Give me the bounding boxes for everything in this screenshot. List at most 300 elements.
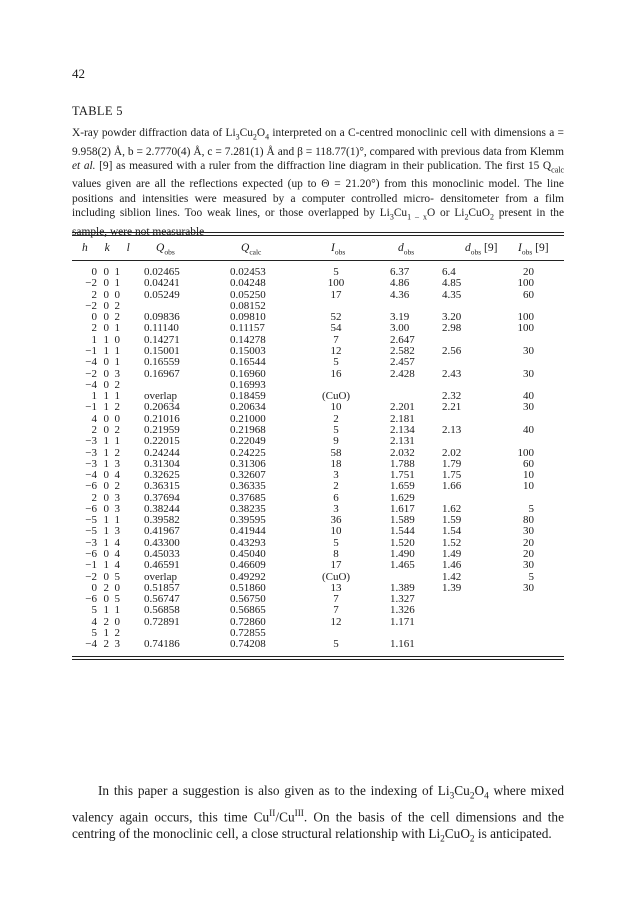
q-calc-cell: 0.51860: [230, 581, 266, 594]
table-row: [72, 335, 534, 346]
i-obs-cell: 54: [330, 322, 342, 335]
table-caption: X-ray powder diffraction data of $Li_3Cu_2O_4$ interpreted on a C-centred monoclinic cell with dimensions a = 9.958(2) Å, b = 2.7770(4) Å, c = 7.281(1) Å and β = 118.77(1)°, compared with previous data from Klemm et al. [9] as measured with a ruler from the diffraction line diagram in their publication. The first 15 $Q_{calc}$ values given are all the reflections expected (up to Θ = 21.20°) from this monoclinic model. The line positions and intensities were measured by a computer controlled micro- densitometer from a film including siblion lines. Too weak lines, or those overlapped by $Li_3Cu_{1 - x}O$ or $Li_2CuO_2$ present in the sample, were not measurable: [72, 127, 565, 238]
h-index: −6: [85, 480, 97, 493]
l-index: 1: [114, 514, 120, 527]
d-obs-cell: 4.86: [390, 277, 410, 290]
table-row: [72, 605, 534, 616]
page-number: 42: [72, 66, 85, 81]
h-index: 2: [91, 288, 97, 301]
l-index: 3: [114, 457, 120, 470]
q-calc-cell: 0.14278: [230, 333, 266, 346]
i-obs-ref-cell: 20: [523, 266, 534, 278]
q-obs-cell: 0.24244: [144, 446, 180, 459]
table-row: [72, 515, 534, 526]
k-index: 0: [103, 378, 109, 391]
q-obs-cell: 0.16559: [144, 356, 180, 369]
h-index: 0: [91, 311, 97, 324]
h-index: 5: [91, 627, 97, 639]
i-obs-cell: 6: [333, 491, 339, 504]
h-index: −3: [85, 457, 97, 470]
q-obs-cell: 0.15001: [144, 344, 180, 357]
i-obs-cell: 7: [333, 604, 339, 617]
q-calc-cell: 0.16993: [230, 378, 266, 391]
h-index: −5: [85, 514, 97, 527]
d-obs-cell: 1.389: [390, 581, 415, 594]
d-obs-cell: 1.171: [390, 615, 415, 628]
h-index: −1: [85, 344, 97, 357]
d-obs-ref-cell: 2.13: [442, 423, 462, 436]
k-index: 0: [103, 356, 109, 369]
k-index: 0: [103, 299, 109, 312]
table-body: [72, 267, 534, 651]
header-q-calc: $Q_{calc}$: [241, 242, 262, 257]
d-obs-cell: 2.428: [390, 367, 415, 380]
h-index: 4: [91, 615, 97, 628]
l-index: 4: [114, 536, 120, 549]
i-obs-ref-cell: [492, 605, 534, 616]
d-obs-cell: 2.032: [390, 446, 415, 459]
h-index: −2: [85, 299, 97, 312]
i-obs-ref-cell: 20: [523, 536, 534, 549]
k-index: 0: [103, 423, 109, 436]
q-obs-cell: overlap: [144, 390, 177, 403]
h-index: 0: [91, 581, 97, 594]
d-obs-ref-cell: 1.62: [442, 502, 462, 515]
l-index: 2: [114, 378, 120, 391]
k-index: 0: [103, 570, 109, 583]
l-index: 1: [114, 390, 120, 403]
header-i-obs: $I_{obs}$: [331, 242, 346, 257]
i-obs-ref-cell: 5: [528, 570, 534, 583]
k-index: 0: [103, 502, 109, 515]
table-row: [72, 290, 534, 301]
table-row: [72, 583, 534, 594]
i-obs-cell: 8: [333, 548, 339, 561]
k-index: 0: [103, 548, 109, 561]
i-obs-ref-cell: 40: [523, 423, 534, 436]
i-obs-cell: 3: [333, 502, 339, 515]
k-index: 2: [103, 638, 109, 651]
d-obs-ref-cell: 1.42: [442, 570, 462, 583]
header-q-obs: $Q_{obs}$: [156, 242, 175, 257]
k-index: 1: [103, 333, 109, 346]
d-obs-ref-cell: 1.54: [442, 525, 462, 538]
k-index: 0: [103, 277, 109, 290]
q-calc-cell: 0.74208: [230, 638, 266, 651]
q-calc-cell: 0.20634: [230, 401, 266, 414]
d-obs-ref-cell: 2.21: [442, 401, 462, 414]
i-obs-cell: 10: [330, 401, 342, 414]
h-index: −4: [85, 356, 97, 369]
k-index: 0: [103, 491, 109, 504]
d-obs-cell: 1.544: [390, 525, 415, 538]
h-index: −3: [85, 435, 97, 448]
i-obs-ref-cell: [492, 639, 534, 650]
l-index: 0: [114, 581, 120, 594]
i-obs-ref-cell: 100: [517, 446, 534, 459]
d-obs-ref-cell: [442, 639, 492, 650]
q-calc-cell: 0.08152: [230, 299, 266, 312]
k-index: 1: [103, 435, 109, 448]
q-calc-cell: 0.04248: [230, 277, 266, 290]
table-row: [72, 267, 534, 278]
i-obs-cell: 7: [333, 333, 339, 346]
header-d-obs-ref: $d_{obs}$ [9]: [465, 242, 498, 257]
q-calc-cell: 0.21968: [230, 423, 266, 436]
table-row: [72, 380, 534, 391]
d-obs-ref-cell: 4.35: [442, 288, 462, 301]
q-calc-cell: 0.16544: [230, 356, 266, 369]
l-index: 0: [114, 333, 120, 346]
d-obs-ref-cell: 1.39: [442, 581, 462, 594]
q-obs-cell: 0.31304: [144, 457, 180, 470]
d-obs-cell: 1.161: [390, 638, 415, 651]
k-index: 1: [103, 446, 109, 459]
i-obs-ref-cell: 5: [528, 502, 534, 515]
q-calc-cell: 0.11157: [230, 322, 265, 335]
d-obs-cell: 1.589: [390, 514, 415, 527]
l-index: 4: [114, 559, 120, 572]
k-index: 0: [103, 412, 109, 425]
table-row: [72, 357, 534, 368]
l-index: 4: [114, 469, 120, 482]
h-index: −2: [85, 277, 97, 290]
i-obs-cell: 10: [330, 525, 342, 538]
k-index: 1: [103, 457, 109, 470]
q-calc-cell: 0.72860: [230, 615, 266, 628]
d-obs-ref-cell: 1.66: [442, 480, 462, 493]
d-obs-ref-cell: [442, 605, 492, 616]
k-index: 1: [103, 627, 109, 639]
table-row: [72, 414, 534, 425]
d-obs-cell: [356, 380, 442, 391]
q-obs-cell: 0.14271: [144, 333, 180, 346]
table-label: TABLE 5: [72, 104, 123, 118]
d-obs-cell: 1.490: [390, 548, 415, 561]
i-obs-ref-cell: 10: [523, 469, 534, 482]
l-index: 1: [114, 604, 120, 617]
d-obs-ref-cell: 1.52: [442, 536, 462, 549]
l-index: 1: [114, 277, 120, 290]
table-row: [72, 346, 534, 357]
d-obs-ref-cell: 1.46: [442, 559, 462, 572]
i-obs-ref-cell: 30: [523, 344, 534, 357]
q-calc-cell: 0.15003: [230, 344, 266, 357]
diffraction-table: [72, 267, 534, 651]
q-obs-cell: 0.32625: [144, 469, 180, 482]
q-obs-cell: overlap: [144, 570, 177, 583]
k-index: 0: [103, 469, 109, 482]
h-index: 1: [91, 390, 97, 403]
q-calc-cell: 0.38235: [230, 502, 266, 515]
i-obs-ref-cell: 100: [517, 311, 534, 324]
q-calc-cell: 0.56750: [230, 593, 266, 606]
q-calc-cell: 0.21000: [230, 412, 266, 425]
table-bottom-rule: [72, 656, 564, 660]
l-index: 1: [114, 356, 120, 369]
q-calc-cell: 0.49292: [230, 570, 266, 583]
q-obs-cell: 0.74186: [144, 638, 180, 651]
d-obs-ref-cell: 4.85: [442, 277, 462, 290]
l-index: 2: [114, 627, 120, 639]
h-index: −4: [85, 378, 97, 391]
l-index: 3: [114, 502, 120, 515]
l-index: 0: [114, 288, 120, 301]
d-obs-ref-cell: 1.49: [442, 548, 462, 561]
d-obs-cell: 6.37: [390, 266, 410, 278]
q-calc-cell: 0.46609: [230, 559, 266, 572]
k-index: 0: [103, 322, 109, 335]
d-obs-ref-cell: 3.20: [442, 311, 462, 324]
table-row: [72, 594, 534, 605]
table-row: [72, 402, 534, 413]
i-obs-ref-cell: 100: [517, 322, 534, 335]
d-obs-ref-cell: 2.32: [442, 390, 462, 403]
i-obs-ref-cell: 30: [523, 559, 534, 572]
table-row: [72, 572, 534, 583]
l-index: 1: [114, 344, 120, 357]
i-obs-ref-cell: [492, 594, 534, 605]
d-obs-ref-cell: 1.59: [442, 514, 462, 527]
d-obs-cell: 1.465: [390, 559, 415, 572]
l-index: 3: [114, 638, 120, 651]
i-obs-cell: 17: [330, 288, 342, 301]
q-calc-cell: 0.72855: [230, 627, 266, 639]
h-index: 2: [91, 322, 97, 335]
table-row: [72, 549, 534, 560]
h-index: −6: [85, 593, 97, 606]
k-index: 2: [103, 615, 109, 628]
l-index: 2: [114, 299, 120, 312]
d-obs-cell: 1.520: [390, 536, 415, 549]
i-obs-cell: 12: [330, 344, 342, 357]
i-obs-ref-cell: 30: [523, 581, 534, 594]
d-obs-cell: 2.582: [390, 344, 415, 357]
d-obs-cell: 3.19: [390, 311, 410, 324]
q-calc-cell: 0.32607: [230, 469, 266, 482]
i-obs-ref-cell: 20: [523, 548, 534, 561]
table-row: [72, 425, 534, 436]
i-obs-ref-cell: 10: [523, 480, 534, 493]
q-obs-cell: 0.37694: [144, 491, 180, 504]
l-index: 1: [114, 266, 120, 278]
i-obs-ref-cell: 60: [523, 457, 534, 470]
i-obs-cell: 3: [333, 469, 339, 482]
q-obs-cell: 0.04241: [144, 277, 180, 290]
q-calc-cell: 0.09810: [230, 311, 266, 324]
h-index: −3: [85, 446, 97, 459]
h-index: −6: [85, 548, 97, 561]
header-i-obs-ref: $I_{obs}$ [9]: [518, 242, 549, 257]
k-index: 1: [103, 604, 109, 617]
k-index: 0: [103, 480, 109, 493]
i-obs-cell: 5: [333, 356, 339, 369]
d-obs-cell: 1.617: [390, 502, 415, 515]
l-index: 2: [114, 311, 120, 324]
l-index: 2: [114, 480, 120, 493]
k-index: 2: [103, 581, 109, 594]
k-index: 1: [103, 390, 109, 403]
d-obs-cell: 1.326: [390, 604, 415, 617]
i-obs-cell: 7: [333, 593, 339, 606]
i-obs-ref-cell: 30: [523, 367, 534, 380]
h-index: −2: [85, 570, 97, 583]
q-calc-cell: 0.05250: [230, 288, 266, 301]
l-index: 5: [114, 570, 120, 583]
l-index: 4: [114, 548, 120, 561]
table-top-rule: [72, 232, 564, 236]
d-obs-ref-cell: 2.56: [442, 344, 462, 357]
d-obs-ref-cell: 2.98: [442, 322, 462, 335]
q-obs-cell: 0.39582: [144, 514, 180, 527]
l-index: 2: [114, 446, 120, 459]
d-obs-cell: 3.00: [390, 322, 410, 335]
l-index: 5: [114, 593, 120, 606]
header-hkl: h k l: [82, 242, 137, 254]
table-row: [72, 301, 534, 312]
d-obs-cell: 2.134: [390, 423, 415, 436]
d-obs-ref-cell: 2.02: [442, 446, 462, 459]
i-obs-cell: 2: [333, 480, 339, 493]
l-index: 2: [114, 423, 120, 436]
h-index: −1: [85, 401, 97, 414]
i-obs-cell: 13: [330, 581, 342, 594]
h-index: −3: [85, 536, 97, 549]
q-calc-cell: 0.41944: [230, 525, 266, 538]
q-obs-cell: 0.45033: [144, 548, 180, 561]
i-obs-ref-cell: [492, 493, 534, 504]
d-obs-ref-cell: [442, 617, 492, 628]
d-obs-cell: 1.788: [390, 457, 415, 470]
q-obs-cell: 0.09836: [144, 311, 180, 324]
table-row: [72, 617, 534, 628]
table-row: [72, 391, 534, 402]
table-row: [72, 278, 534, 289]
l-index: 3: [114, 491, 120, 504]
header-rule: [72, 260, 564, 261]
k-index: 1: [103, 344, 109, 357]
q-calc-cell: 0.24225: [230, 446, 266, 459]
q-obs-cell: 0.05249: [144, 288, 180, 301]
d-obs-ref-cell: 1.75: [442, 469, 462, 482]
table-row: [72, 436, 534, 447]
i-obs-cell: (CuO): [321, 390, 351, 403]
i-obs-cell: (CuO): [321, 570, 351, 583]
i-obs-ref-cell: 80: [523, 514, 534, 527]
i-obs-cell: 36: [330, 514, 342, 527]
q-calc-cell: 0.18459: [230, 390, 266, 403]
q-obs-cell: 0.02465: [144, 266, 180, 278]
q-obs-cell: 0.38244: [144, 502, 180, 515]
i-obs-cell: 5: [333, 423, 339, 436]
k-index: 1: [103, 514, 109, 527]
q-calc-cell: 0.56865: [230, 604, 266, 617]
i-obs-cell: 12: [330, 615, 342, 628]
i-obs-cell: 5: [333, 266, 339, 278]
d-obs-ref-cell: [442, 436, 492, 447]
d-obs-cell: 1.751: [390, 469, 415, 482]
q-calc-cell: 0.31306: [230, 457, 266, 470]
l-index: 0: [114, 615, 120, 628]
table-row: [72, 312, 534, 323]
d-obs-cell: 2.201: [390, 401, 415, 414]
q-obs-cell: 0.20634: [144, 401, 180, 414]
h-index: −4: [85, 638, 97, 651]
body-paragraph: In this paper a suggestion is also given as to the indexing of $Li_3Cu_2O_4$ where mixed valency again occurs, this time $Cu^{II}/Cu^{III}$. On the basis of the cell dimensions and the centring of the monoclinic cell, a close structural relationship with $Li_2CuO_2$ is anticipated.: [72, 783, 565, 845]
l-index: 3: [114, 367, 120, 380]
i-obs-cell: 5: [333, 536, 339, 549]
d-obs-cell: 4.36: [390, 288, 410, 301]
h-index: 0: [91, 266, 97, 278]
k-index: 0: [103, 311, 109, 324]
q-obs-cell: 0.36315: [144, 480, 180, 493]
h-index: −4: [85, 469, 97, 482]
q-calc-cell: 0.22049: [230, 435, 266, 448]
d-obs-cell: 2.457: [390, 356, 415, 369]
d-obs-ref-cell: [442, 628, 492, 639]
l-index: 2: [114, 401, 120, 414]
table-row: [72, 448, 534, 459]
i-obs-ref-cell: 30: [523, 525, 534, 538]
q-obs-cell: 0.51857: [144, 581, 180, 594]
i-obs-cell: 52: [330, 311, 342, 324]
i-obs-ref-cell: 40: [523, 390, 534, 403]
d-obs-cell: 1.327: [390, 593, 415, 606]
header-d-obs: $d_{obs}$: [398, 242, 415, 257]
h-index: 4: [91, 412, 97, 425]
h-index: −6: [85, 502, 97, 515]
table-row: [72, 323, 534, 334]
l-index: 1: [114, 322, 120, 335]
q-calc-cell: 0.45040: [230, 548, 266, 561]
d-obs-ref-cell: 2.43: [442, 367, 462, 380]
d-obs-ref-cell: 1.79: [442, 457, 462, 470]
q-obs-cell: 0.11140: [144, 322, 179, 335]
d-obs-ref-cell: [442, 594, 492, 605]
k-index: 0: [103, 367, 109, 380]
i-obs-cell: 17: [330, 559, 342, 572]
table-row: [72, 560, 534, 571]
table-row: [72, 369, 534, 380]
d-obs-cell: 2.181: [390, 412, 415, 425]
q-calc-cell: 0.16960: [230, 367, 266, 380]
i-obs-cell: 16: [330, 367, 342, 380]
d-obs-cell: 2.647: [390, 333, 415, 346]
table-row: [72, 470, 534, 481]
k-index: 1: [103, 525, 109, 538]
i-obs-cell: 9: [333, 435, 339, 448]
d-obs-cell: 2.131: [390, 435, 415, 448]
table-row: [72, 504, 534, 515]
q-obs-cell: 0.43300: [144, 536, 180, 549]
l-index: 0: [114, 412, 120, 425]
table-row: [72, 493, 534, 504]
l-index: 1: [114, 435, 120, 448]
q-obs-cell: 0.46591: [144, 559, 180, 572]
i-obs-ref-cell: [492, 436, 534, 447]
table-row: [72, 628, 534, 639]
table-row: [72, 639, 534, 650]
table-row: [72, 481, 534, 492]
q-obs-cell: 0.21016: [144, 412, 180, 425]
table-row: [72, 526, 534, 537]
i-obs-ref-cell: 60: [523, 288, 534, 301]
i-obs-cell: 100: [327, 277, 345, 290]
i-obs-cell: 2: [333, 412, 339, 425]
q-obs-cell: 0.16967: [144, 367, 180, 380]
q-obs-cell: 0.22015: [144, 435, 180, 448]
i-obs-ref-cell: 100: [517, 277, 534, 290]
